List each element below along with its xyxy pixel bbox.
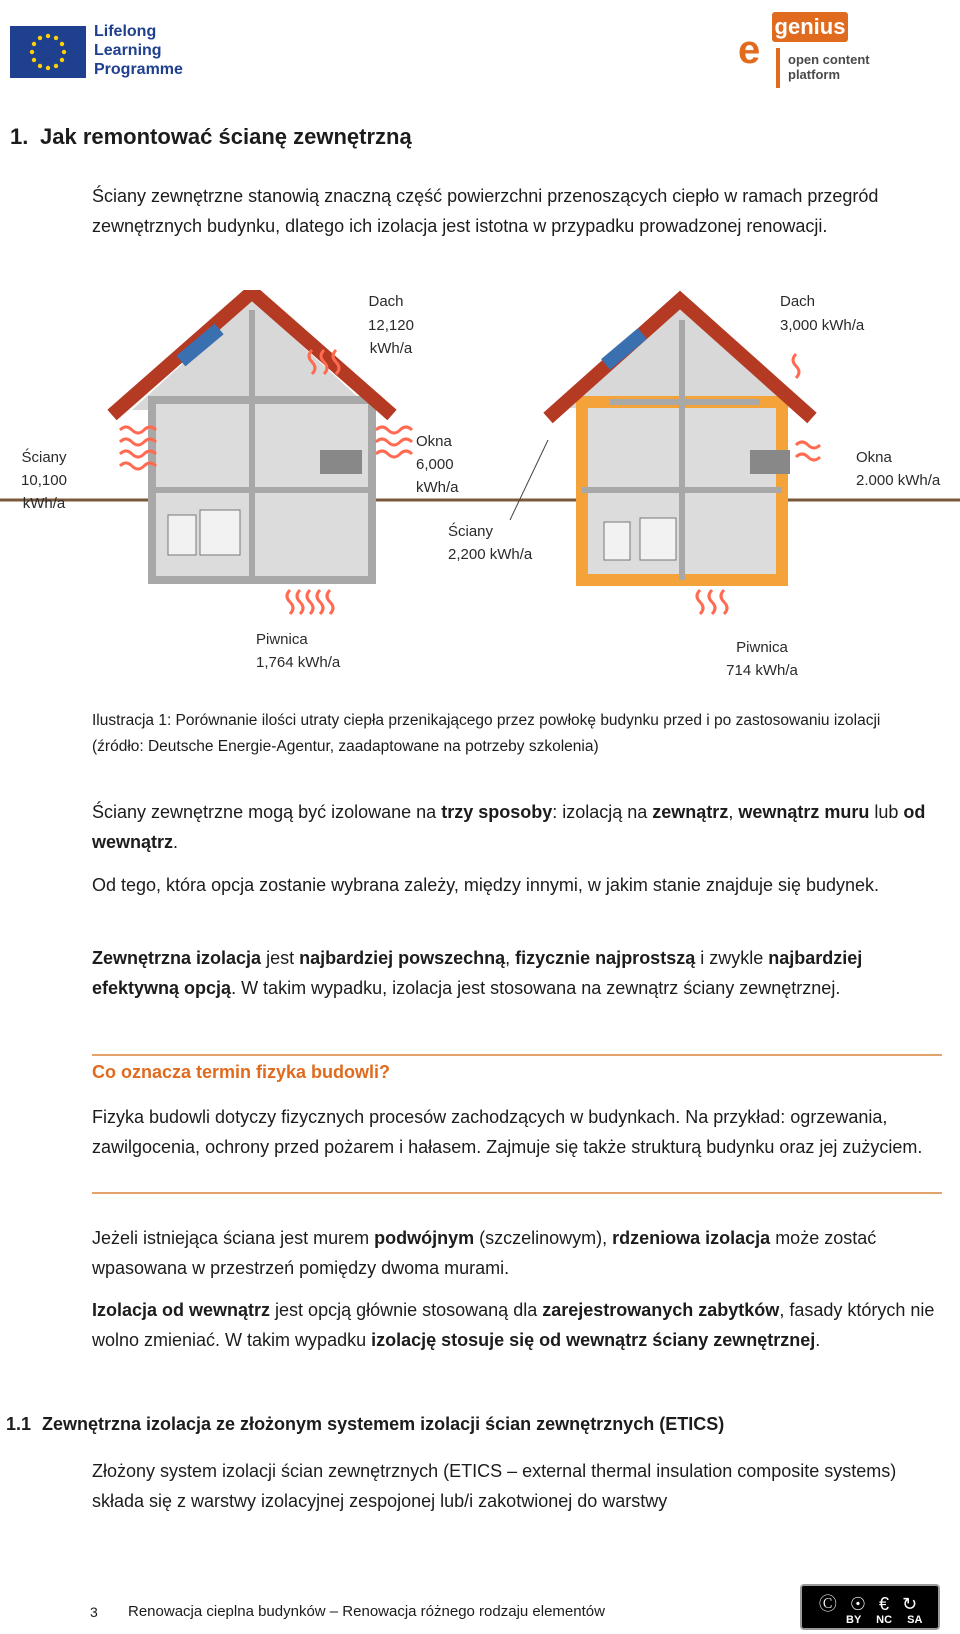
- p1-text-i: .: [173, 832, 179, 852]
- left-windows-value: 6,000: [416, 456, 454, 473]
- p3-text-d: ,: [505, 948, 516, 968]
- lifelong-learning-logo: [10, 22, 195, 82]
- p1-bold-three-ways: trzy sposoby: [441, 802, 553, 822]
- p5-bold-inside-wall: izolację stosuje się od wewnątrz ściany zewnętrznej: [371, 1330, 816, 1350]
- info-box-top-border: [92, 1054, 942, 1056]
- section-title: Jak remontować ścianę zewnętrzną: [40, 124, 412, 149]
- right-walls-value: 2,200 kWh/a: [448, 546, 533, 563]
- p5-text-d: , fasady których nie wolno zmieniać. W takim wypadku: [92, 1300, 935, 1350]
- left-roof-value: 12,120 kWh/a: [368, 317, 414, 357]
- cc-sa-label: SA: [907, 1614, 923, 1626]
- right-roof-value: 3,000 kWh/a: [780, 317, 865, 334]
- egenius-prefix: e: [738, 28, 761, 72]
- p5-text-b: jest opcją głównie stosowaną dla: [270, 1300, 543, 1320]
- left-walls-unit: kWh/a: [22, 495, 66, 512]
- p1-text-e: ,: [728, 802, 739, 822]
- p4-bold-core: rdzeniowa izolacja: [612, 1228, 771, 1248]
- p5-text-f: .: [815, 1330, 821, 1350]
- paragraph-methods: [92, 797, 940, 857]
- cc-license-labels: [846, 1614, 922, 1626]
- heat-loss-illustration: [0, 290, 960, 620]
- subsection-number: 1.1: [6, 1414, 32, 1434]
- paragraph-external: [92, 943, 940, 1003]
- p4-bold-double: podwójnym: [374, 1228, 475, 1248]
- p1-bold-inside-wall: wewnątrz muru: [738, 802, 870, 822]
- right-windows-label: [856, 446, 960, 492]
- p1-text-c: : izolacją na: [552, 802, 653, 822]
- p5-bold-internal: Izolacja od wewnątrz: [92, 1300, 271, 1320]
- creative-commons-badge: [800, 1584, 940, 1630]
- right-basement-name: Piwnica: [736, 639, 788, 656]
- page-number: 3: [90, 1604, 98, 1620]
- paragraph-internal: [92, 1295, 940, 1355]
- left-walls-value: 10,100: [21, 472, 67, 489]
- left-walls-label: [6, 446, 82, 515]
- egenius-divider: [776, 48, 780, 88]
- right-windows-name: Okna: [856, 449, 892, 466]
- egenius-subtitle: [788, 52, 870, 82]
- cc-by-label: BY: [846, 1614, 862, 1626]
- right-roof-label: Dach: [780, 293, 816, 310]
- p3-text-b: jest: [261, 948, 300, 968]
- left-windows-label: [416, 430, 476, 499]
- section-number: 1.: [10, 124, 29, 149]
- left-basement-name: Piwnica: [256, 631, 308, 648]
- right-walls-label: [448, 520, 578, 566]
- eu-flag-icon: [10, 26, 86, 78]
- egenius-sub1: open content: [788, 52, 870, 67]
- egenius-brand: genius: [772, 12, 848, 42]
- info-box-text: Fizyka budowli dotyczy fizycznych procesów zachodzących w budynkach. Na przykład: ogrzewania, zawilgocenia, ochrony przed pożarem i hałasem. Zajmuje się także strukturą budynku oraz jej zużyciem.: [92, 1107, 923, 1157]
- p3-bold-simplest: fizycznie najprostszą: [515, 948, 696, 968]
- p3-bold-common: najbardziej powszechną: [299, 948, 506, 968]
- section-heading: [10, 124, 412, 150]
- paragraph-core: [92, 1223, 940, 1283]
- p1-text-a: Ściany zewnętrzne mogą być izolowane na: [92, 802, 442, 822]
- info-box-bottom-border: [92, 1192, 942, 1194]
- info-box-title: Co oznacza termin fizyka budowli?: [92, 1062, 391, 1082]
- p1-text-g: lub: [869, 802, 904, 822]
- p5-bold-monuments: zarejestrowanych zabytków: [542, 1300, 780, 1320]
- p3-bold-effective: najbardziej efektywną opcją: [92, 948, 863, 998]
- right-basement-value: 714 kWh/a: [726, 662, 798, 679]
- p1-bold-from-inside: od wewnątrz: [92, 802, 926, 852]
- llp-logo-text: [94, 22, 183, 79]
- p4-text-a: Jeżeli istniejąca ściana jest murem: [92, 1228, 375, 1248]
- left-roof-name: Dach: [368, 293, 404, 310]
- right-walls-name: Ściany: [448, 523, 494, 540]
- egenius-logo: [738, 4, 938, 88]
- left-basement-value: 1,764 kWh/a: [256, 654, 341, 671]
- right-basement-label: [712, 636, 812, 682]
- figure-caption: Ilustracja 1: Porównanie ilości utraty ciepła przenikającego przez powłokę budynku przed i po zastosowaniu izolacji (źródło: Deutsche Energie-Agentur, zaadaptowane na potrzeby szkolenia): [92, 712, 881, 755]
- left-windows-unit: kWh/a: [416, 479, 459, 496]
- egenius-sub2: platform: [788, 67, 840, 82]
- right-windows-value: 2.000 kWh/a: [856, 472, 941, 489]
- p3-bold-external: Zewnętrzna izolacja: [92, 948, 262, 968]
- left-roof-label: [346, 290, 426, 313]
- footer-title: Renowacja cieplna budynków – Renowacja różnego rodzaju elementów: [128, 1603, 605, 1620]
- subsection-heading: [6, 1414, 724, 1435]
- p3-text-h: . W takim wypadku, izolacja jest stosowana na zewnątrz ściany zewnętrznej.: [231, 978, 841, 998]
- p3-text-f: i zwykle: [695, 948, 769, 968]
- paragraph-choice: Od tego, która opcja zostanie wybrana zależy, między innymi, w jakim stanie znajduje się budynek.: [92, 875, 880, 895]
- left-basement-label: [256, 628, 366, 674]
- llp-line1: Lifelong: [94, 23, 157, 40]
- cc-nc-label: NC: [876, 1614, 893, 1626]
- p4-text-c: (szczelinowym),: [474, 1228, 613, 1248]
- intro-paragraph: Ściany zewnętrzne stanowią znaczną część powierzchni przenoszących ciepło w ramach przegród zewnętrznych budynku, dlatego ich izolacja jest istotna w przypadku prowadzonej renowacji.: [92, 186, 879, 236]
- p4-text-e: może zostać wpasowana w przestrzeń pomiędzy dwoma murami.: [92, 1228, 877, 1278]
- cc-license-icons: Ⓒ ☉ € ↻: [818, 1594, 922, 1614]
- left-walls-name: Ściany: [21, 449, 67, 466]
- p1-bold-outside: zewnątrz: [652, 802, 729, 822]
- paragraph-etics: Złożony system izolacji ścian zewnętrznych (ETICS – external thermal insulation composite systems) składa się z warstwy izolacyjnej zespojonej lub/i zakotwionej do warstwy: [92, 1461, 897, 1511]
- subsection-title: Zewnętrzna izolacja ze złożonym systemem izolacji ścian zewnętrznych (ETICS): [42, 1414, 725, 1434]
- left-windows-name: Okna: [416, 433, 452, 450]
- llp-line3: Programme: [94, 61, 183, 78]
- house-after-insulation: [510, 300, 820, 614]
- llp-line2: Learning: [94, 42, 162, 59]
